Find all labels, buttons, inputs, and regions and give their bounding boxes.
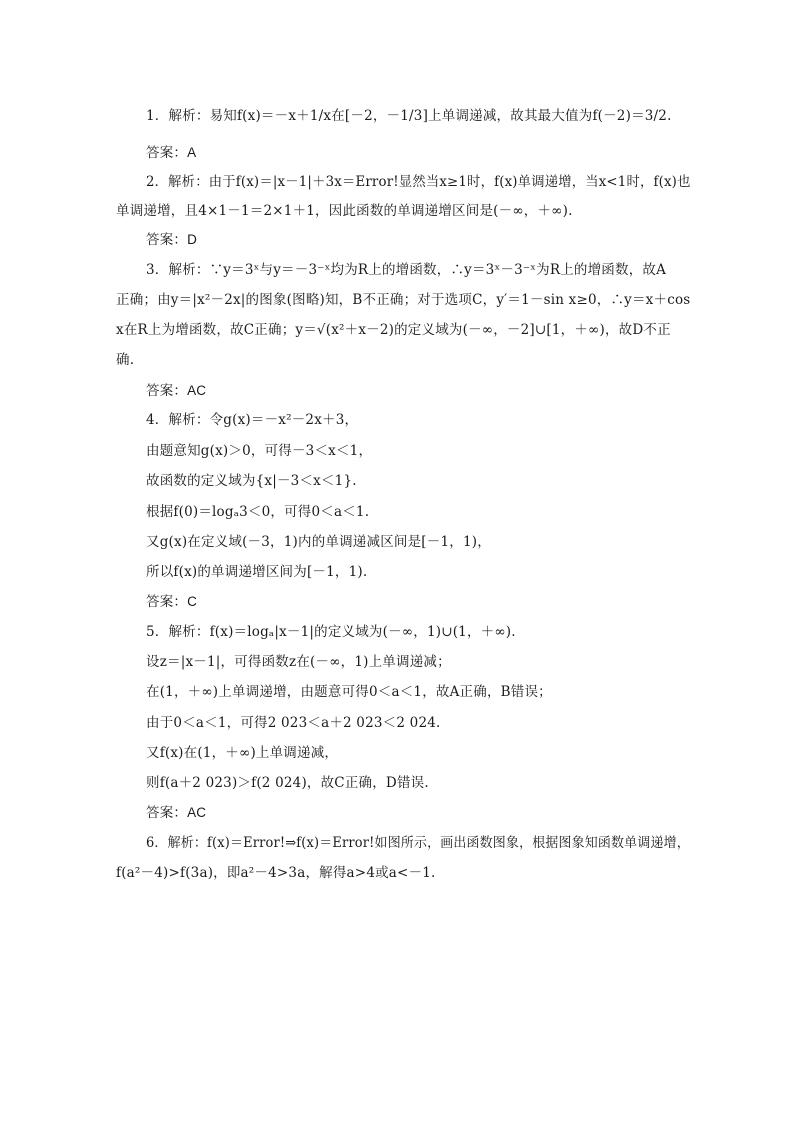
solution-5-line-1: 5．解析：f(x)＝logₐ|x－1|的定义域为(－∞，1)∪(1，＋∞). xyxy=(146,624,516,640)
solution-3-line-3: x在R上为增函数，故C正确；y＝√(x²＋x－2)的定义域为(－∞，－2]∪[1，＋∞)，故D不正 xyxy=(116,322,671,338)
solution-2-answer: 答案：D xyxy=(146,232,198,247)
solution-5-line-3: 在(1，＋∞)上单调递增，由题意可得0＜a＜1，故A正确，B错误； xyxy=(146,684,552,700)
solution-1-line-1: 1．解析：易知f(x)＝－x＋1/x在[－2，－1/3]上单调递减，故其最大值为f(－2)＝3/2. xyxy=(146,108,672,124)
solution-4-answer: 答案：C xyxy=(146,594,198,609)
solution-3-line-2: 正确；由y＝|x²－2x|的图象(图略)知，B不正确；对于选项C，y′＝1－sin x≥0，∴y＝x＋cos xyxy=(116,292,691,308)
solution-4-line-4: 根据f(0)＝logₐ3＜0，可得0＜a＜1. xyxy=(146,504,370,520)
solution-4-line-3: 故函数的定义域为{x|－3＜x＜1}. xyxy=(146,473,357,489)
solution-5-line-2: 设z＝|x－1|，可得函数z在(－∞，1)上单调递减； xyxy=(146,654,451,670)
solution-5-line-5: 又f(x)在(1，＋∞)上单调递减， xyxy=(146,745,339,761)
solution-2-line-2: 单调递增，且4×1－1＝2×1＋1，因此函数的单调递增区间是(－∞，＋∞). xyxy=(116,203,573,219)
solution-6-line-1: 6．解析：f(x)＝Error!⇒f(x)＝Error!如图所示，画出函数图象，根据图象知函数单调递增， xyxy=(146,835,690,851)
solution-4-line-5: 又g(x)在定义域(－3，1)内的单调递减区间是[－1，1)， xyxy=(146,534,491,550)
solution-4-line-2: 由题意知g(x)＞0，可得－3＜x＜1， xyxy=(146,443,373,459)
solution-1-answer: 答案：A xyxy=(146,145,197,160)
solution-3-line-1: 3．解析：∵y＝3ˣ与y＝－3⁻ˣ均为R上的增函数，∴y＝3ˣ－3⁻ˣ为R上的增函数，故A xyxy=(146,262,667,278)
solution-5-answer: 答案：AC xyxy=(146,805,207,820)
solution-2-line-1: 2．解析：由于f(x)＝|x－1|＋3x＝Error!显然当x≥1时，f(x)单调递增，当x<1时，f(x)也 xyxy=(146,174,691,190)
solution-5-line-6: 则f(a＋2 023)＞f(2 024)，故C正确，D错误. xyxy=(146,775,429,791)
solution-6-line-2: f(a²－4)>f(3a)，即a²－4>3a，解得a>4或a<－1. xyxy=(116,865,436,881)
solution-5-line-4: 由于0＜a＜1，可得2 023＜a＋2 023＜2 024. xyxy=(146,715,441,731)
solution-3-answer: 答案：AC xyxy=(146,383,207,398)
solution-4-line-1: 4．解析：令g(x)＝－x²－2x＋3， xyxy=(146,412,359,428)
solution-3-line-4: 确. xyxy=(116,352,135,368)
solution-4-line-6: 所以f(x)的单调递增区间为[－1，1). xyxy=(146,564,368,580)
